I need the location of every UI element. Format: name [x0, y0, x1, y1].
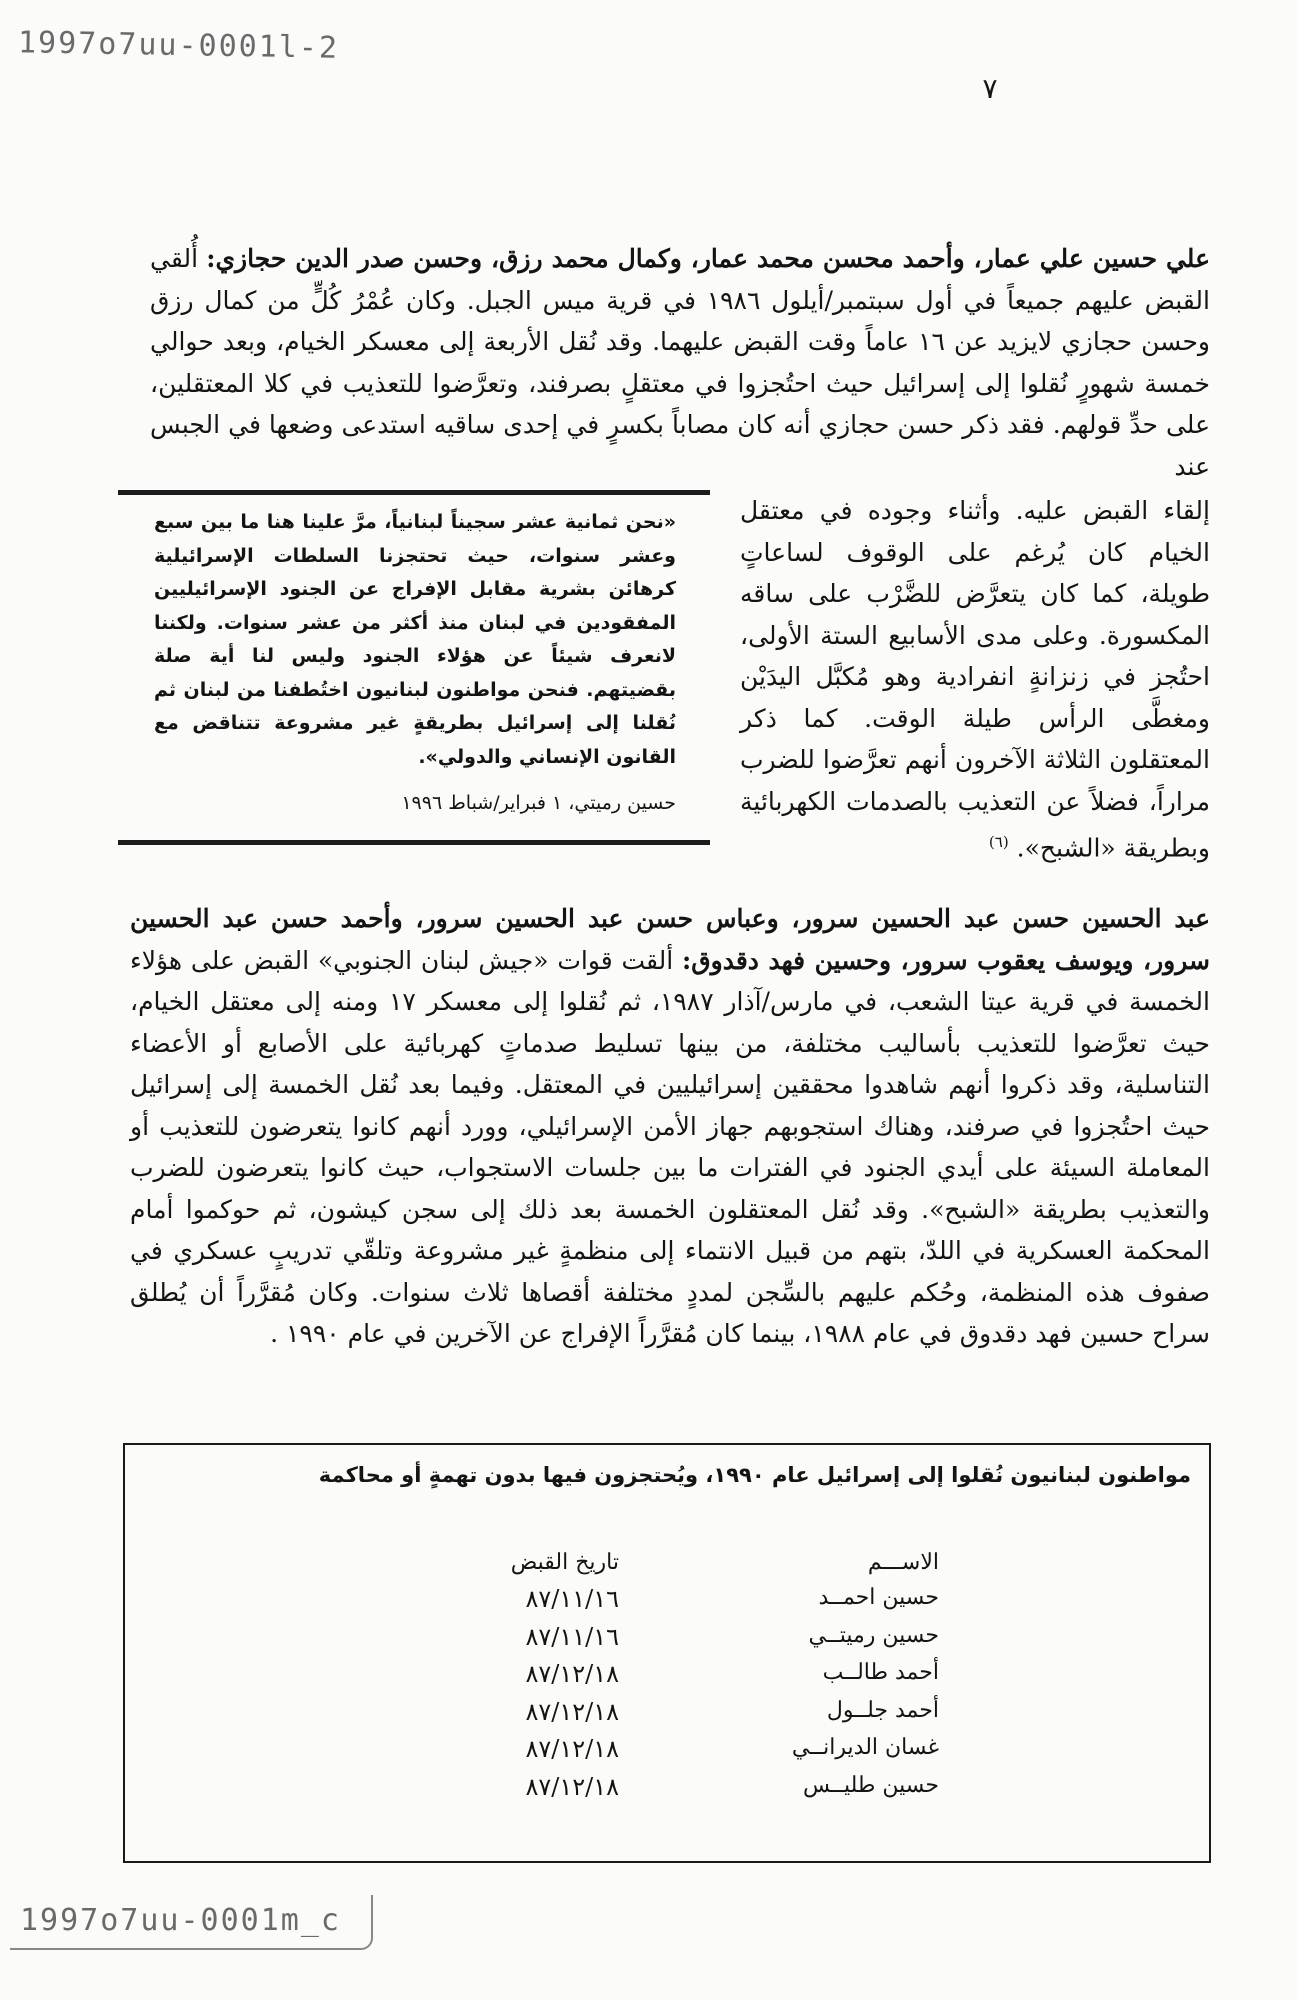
- section1-body-main: أُلقي القبض عليهم جميعاً في أول سبتمبر/أيلول ١٩٨٦ في قرية ميس الجبل. وكان عُمْرُ كُلٍّ من كمال رزق وحسن حجازي لايزيد عن ١٦ عاماً وقت القبض عليهما. وقد نُقل الأربعة إلى معسكر الخيام، وبعد حوالي خمسة شهورٍ نُقلوا إلى إسرائيل حيث احتُجزوا في معتقلٍ بصرفند، وتعرَّضوا للتعذيب في كلا المعتقلين، على حدِّ قولهم. فقد ذكر حسن حجازي أنه كان مصاباً بكسرٍ في إحدى ساقيه استدعى وضعها في الجبس عند: [150, 244, 1210, 481]
- section1-body-narrow: إلقاء القبض عليه. وأثناء وجوده في معتقل الخيام كان يُرغم على الوقوف لساعاتٍ طويلة، كما كان يتعرَّض للضَّرْب على ساقه المكسورة. وعلى مدى الأسابيع الستة الأولى، احتُجز في زنزانةٍ انفرادية وهو مُكبَّل اليدَيْن ومغطَّى الرأس طيلة الوقت. كما ذكر المعتقلون الثلاثة الآخرون أنهم تعرَّضوا للضرب مراراً، فضلاً عن التعذيب بالصدمات الكهربائية وبطريقة «الشبح».: [740, 496, 1210, 863]
- page-number: ٧: [982, 72, 998, 105]
- detainee-arrest-date: ٨٧/١٢/١٨: [525, 1697, 619, 1726]
- detainee-arrest-date: ٨٧/١٢/١٨: [525, 1660, 619, 1688]
- detainee-arrest-date: ٨٧/١٢/١٨: [525, 1772, 619, 1801]
- quote-bottom-rule: [118, 840, 710, 845]
- detainee-arrest-date: ٨٧/١٢/١٨: [525, 1735, 619, 1763]
- section2-paragraph: [130, 898, 1210, 1355]
- handwritten-doc-id-bottom: 1997o7uu-0001m_c: [10, 1895, 373, 1950]
- section1-paragraph: [150, 238, 1210, 487]
- footnote-reference[interactable]: (٦): [988, 833, 1009, 851]
- section2-body: ألقت قوات «جيش لبنان الجنوبي» القبض على هؤلاء الخمسة في قرية عيتا الشعب، في مارس/آذار ١٩٨٧، ثم نُقلوا إلى معسكر ١٧ ومنه إلى معتقل الخيام، حيث تعرَّضوا للتعذيب بأساليب مختلفة، من بينها تسليط صدماتٍ كهربائية على الأصابع أو الأعضاء التناسلية، وقد ذكروا أنهم شاهدوا محققين إسرائيليين في المعتقل. وفيما بعد نُقل الخمسة إلى إسرائيل حيث احتُجزوا في صرفند، وهناك استجوبهم جهاز الأمن الإسرائيلي، وورد أنهم كانوا يتعرضون للتعذيب أو المعاملة السيئة على أيدي الجنود في الفترات ما بين جلسات الاستجواب، حيث كانوا يتعرضون للضرب والتعذيب بطريقة «الشبح». وقد نُقل المعتقلون الخمسة بعد ذلك إلى سجن كيشون، ثم حوكموا أمام المحكمة العسكرية في اللدّ، بتهم من قبيل الانتماء إلى منظمةٍ غير مشروعة وتلقّي تدريبٍ عسكري في صفوف هذه المنظمة، وحُكم عليهم بالسِّجن لمددٍ مختلفة أقصاها ثلاث سنوات. وكان مُقرَّراً أن يُطلق سراح حسين فهد دقدوق في عام ١٩٨٨، بينما كان مُقرَّراً الإفراج عن الآخرين في عام ١٩٩٠ .: [130, 945, 1210, 1348]
- column-header-arrest-date: تاريخ القبض: [510, 1550, 619, 1575]
- pull-quote-box: [118, 490, 710, 842]
- detainee-name: حسين رميتــي: [808, 1622, 939, 1648]
- section1-paragraph-continued: [740, 490, 1210, 869]
- detainee-arrest-date: ٨٧/١١/١٦: [525, 1585, 619, 1613]
- detainee-arrest-date: ٨٧/١١/١٦: [525, 1622, 619, 1651]
- detainee-name: حسين احمــد: [818, 1585, 939, 1610]
- detainee-name: حسين طليــس: [803, 1772, 939, 1798]
- quote-top-rule: [118, 490, 710, 495]
- detainee-name: أحمد جلــول: [826, 1697, 939, 1723]
- section1-names-heading: علي حسين علي عمار، وأحمد محسن محمد عمار، وكمال محمد رزق، وحسن صدر الدين حجازي:: [206, 244, 1210, 273]
- detainee-table-box: [123, 1443, 1211, 1863]
- detainee-name: غسان الديرانــي: [791, 1735, 939, 1760]
- pull-quote-text: «نحن ثمانية عشر سجيناً لبنانياً، مرَّ علينا هنا ما بين سبع وعشر سنوات، حيث تحتجزنا السلطات الإسرائيلية كرهائن بشرية مقابل الإفراج عن الجنود الإسرائيليين المفقودين في لبنان منذ أكثر من عشر سنوات. ولكننا لانعرف شيئاً عن هؤلاء الجنود وليس لنا أية صلة بقضيتهم. فنحن مواطنون لبنانيون اختُطفنا من لبنان ثم نُقلنا إلى إسرائيل بطريقةٍ غير مشروعة تتناقض مع القانون الإنساني والدولي».: [154, 511, 676, 768]
- section2-names-heading: عبد الحسين حسن عبد الحسين سرور، وعباس حسن عبد الحسين سرور، وأحمد حسن عبد الحسين سرور، ويوسف يعقوب سرور، وحسين فهد دقدوق:: [130, 904, 1210, 975]
- column-header-name: الاســـم: [867, 1550, 939, 1575]
- detainee-table-title: مواطنون لبنانيون نُقلوا إلى إسرائيل عام ١٩٩٠، ويُحتجزون فيها بدون تهمةٍ أو محاكمة: [318, 1463, 1191, 1487]
- detainee-name: أحمد طالــب: [822, 1660, 939, 1685]
- pull-quote-attribution: حسين رميتي، ١ فبراير/شباط ١٩٩٦: [401, 792, 676, 814]
- handwritten-doc-id-top: 1997o7uu-0001l-2: [17, 25, 340, 66]
